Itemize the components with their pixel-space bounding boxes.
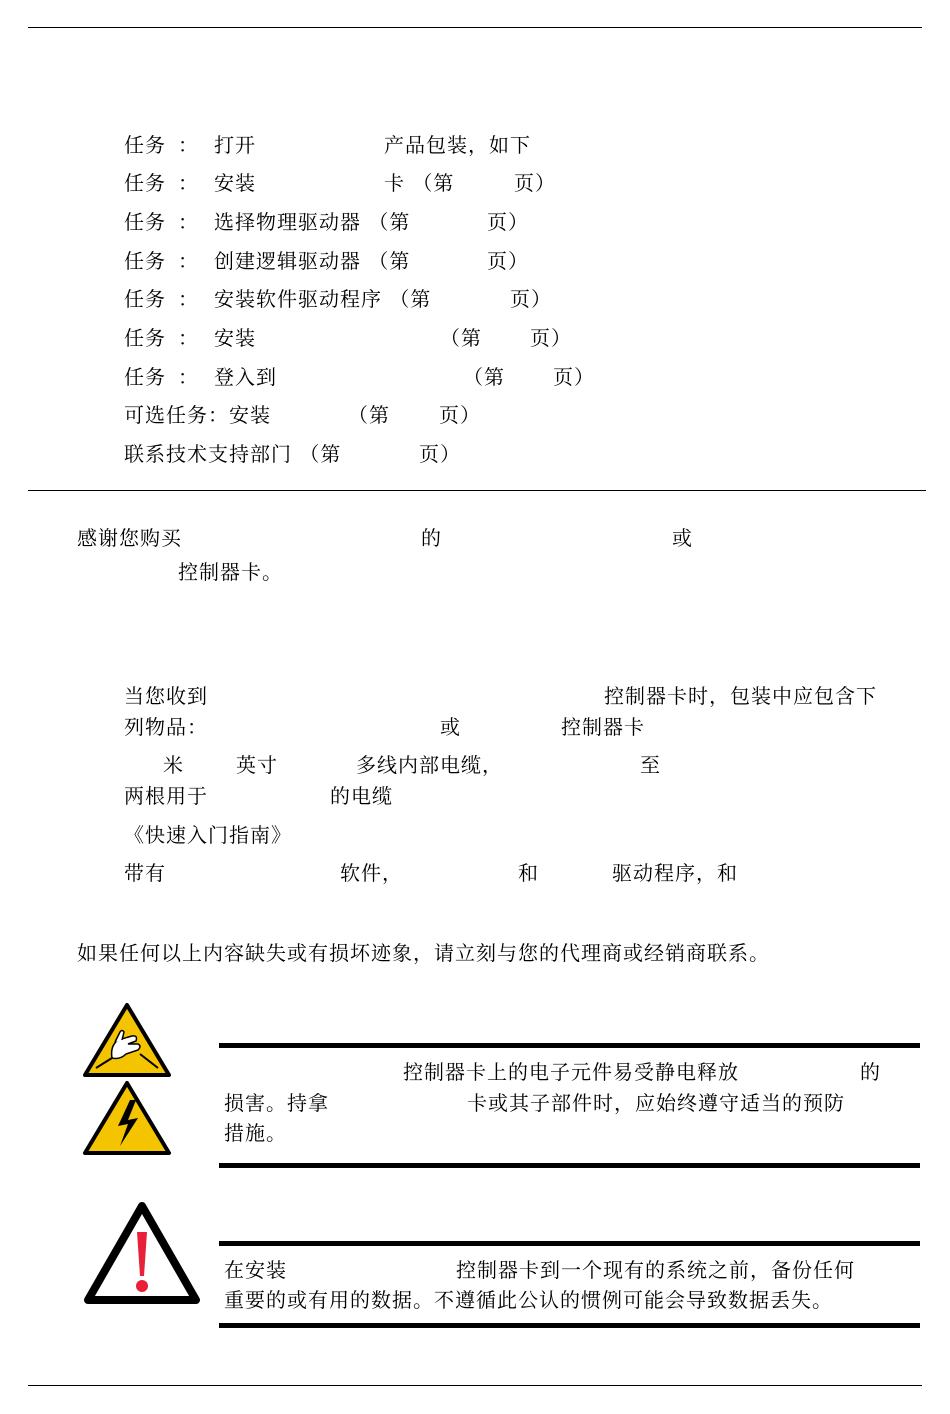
task-page: 页） [530,326,572,350]
task-body: 创建逻辑驱动器 （第 [214,249,411,273]
task-prefix: 任务 [124,210,166,234]
section-rule [28,490,926,491]
cable-item: 至 [640,753,661,777]
task-colon: ： [178,365,199,389]
cd-item: 和 [518,861,539,885]
package-text: 控制器卡 [561,715,645,739]
cable-item: 两根用于 [124,784,208,808]
intro-text: 感谢您购买 [77,526,182,550]
esd-warning-icon [82,1002,172,1078]
task-body: 打开 [214,133,256,157]
task-colon: ： [178,326,199,350]
backup-notice-text: 控制器卡到一个现有的系统之前，备份任何 [456,1258,855,1282]
task-tail: （第 [348,403,390,427]
top-rule [28,27,922,28]
task-tail: 卡 （第 [384,171,455,195]
task-page: 页） [510,287,552,311]
esd-notice-text: 的 [860,1060,881,1084]
esd-notice-text: 损害。持拿 [224,1091,329,1115]
guide-item: 《快速入门指南》 [124,823,292,847]
high-voltage-icon [82,1080,172,1156]
task-body: 安装 [214,326,256,350]
backup-notice-top-bar [219,1241,920,1246]
task-body: 安装 [214,171,256,195]
package-text: 或 [440,715,461,739]
backup-notice-text: 重要的或有用的数据。不遵循此公认的惯例可能会导致数据丢失。 [224,1288,833,1312]
task-page: 页） [419,442,461,466]
cable-item: 英寸 [236,753,278,777]
task-page: 页） [487,249,529,273]
task-prefix: 任务 [124,171,166,195]
cd-item: 软件， [340,861,403,885]
task-body: 登入到 [214,365,277,389]
cable-item: 的电缆 [330,784,393,808]
package-text: 控制器卡时，包装中应包含下 [604,684,877,708]
intro-text: 控制器卡。 [178,560,283,584]
task-body: 可选任务：安装 [124,403,271,427]
task-prefix: 任务 [124,326,166,350]
esd-notice-text: 措施。 [224,1121,287,1145]
task-page: 页） [439,403,481,427]
task-prefix: 任务 [124,365,166,389]
task-tail: （第 [440,326,482,350]
intro-text: 或 [672,526,693,550]
task-colon: ： [178,171,199,195]
esd-notice-top-bar [219,1043,920,1048]
task-colon: ： [178,249,199,273]
task-page: 页） [553,365,595,389]
bottom-rule [28,1385,922,1386]
task-tail: 产品包装，如下 [384,133,531,157]
task-colon: ： [178,210,199,234]
cd-item: 带有 [124,861,166,885]
esd-notice-bottom-bar [219,1163,920,1168]
task-page: 页） [487,210,529,234]
task-prefix: 任务 [124,287,166,311]
package-text: 当您收到 [124,684,208,708]
package-text: 列物品： [124,715,208,739]
task-body: 选择物理驱动器 （第 [214,210,411,234]
cable-item: 多线内部电缆， [356,753,503,777]
task-body: 安装软件驱动程序 （第 [214,287,432,311]
task-page: 页） [514,171,556,195]
backup-notice-bottom-bar [219,1323,920,1328]
esd-notice-text: 卡或其子部件时，应始终遵守适当的预防 [467,1091,845,1115]
esd-notice-text: 控制器卡上的电子元件易受静电释放 [403,1060,739,1084]
task-prefix: 任务 [124,133,166,157]
cable-item: 米 [163,753,184,777]
task-body: 联系技术支持部门 （第 [124,442,342,466]
task-tail: （第 [463,365,505,389]
cd-item: 驱动程序，和 [612,861,738,885]
intro-text: 的 [421,526,442,550]
task-prefix: 任务 [124,249,166,273]
task-colon: ： [178,287,199,311]
caution-exclamation-icon [82,1200,202,1306]
missing-note: 如果任何以上内容缺失或有损坏迹象，请立刻与您的代理商或经销商联系。 [77,941,770,965]
backup-notice-text: 在安装 [224,1258,287,1282]
task-colon: ： [178,133,199,157]
